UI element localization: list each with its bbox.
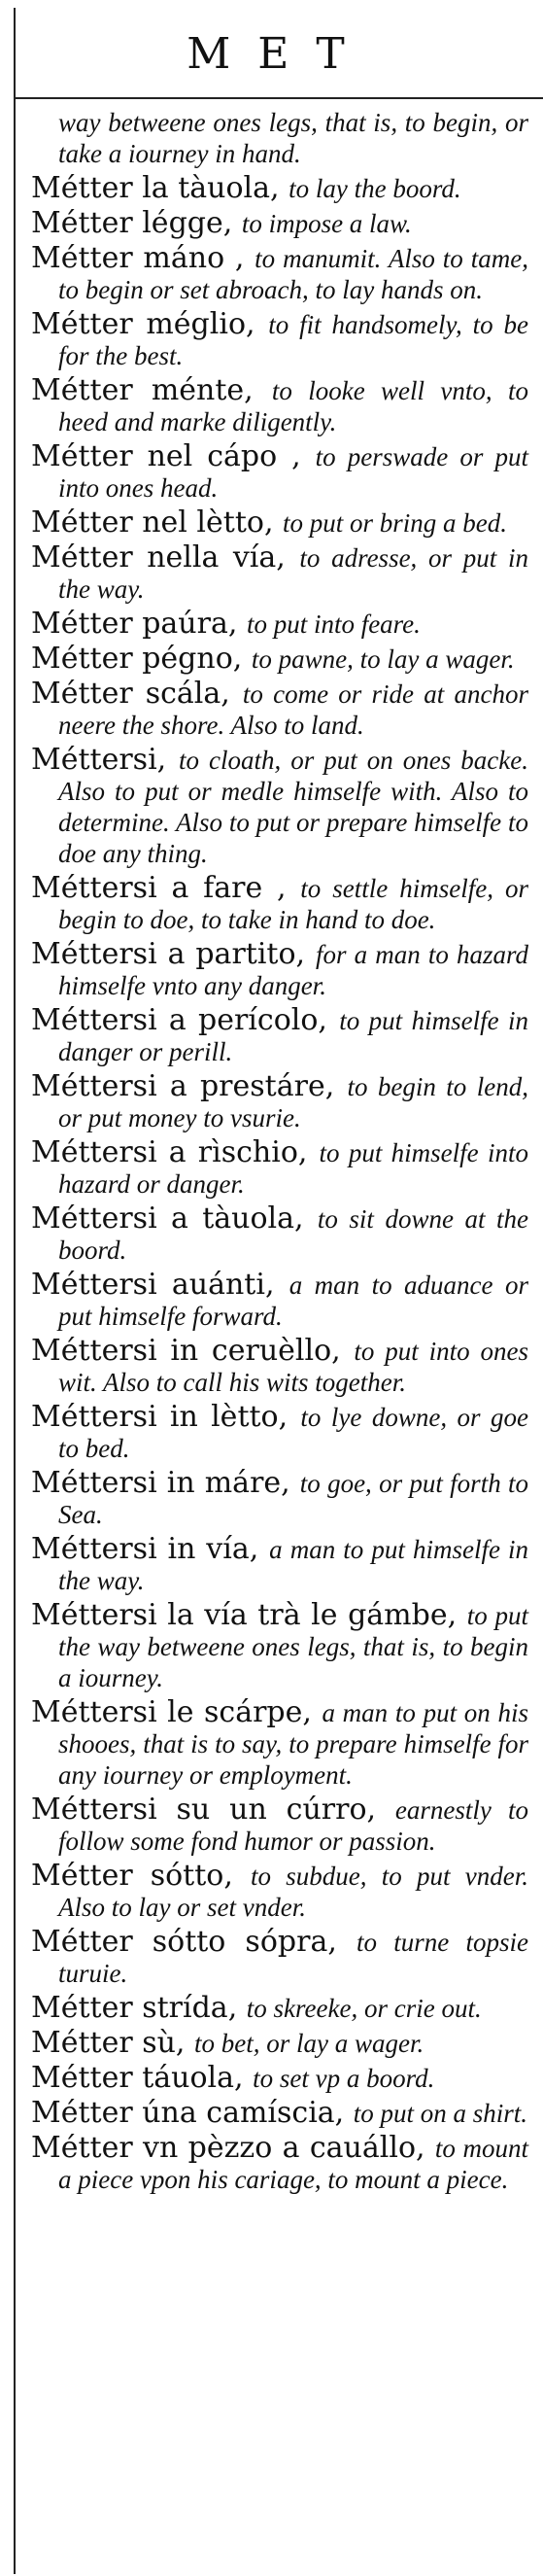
- entry-headword: Méttersi a prestáre,: [31, 1069, 335, 1103]
- dictionary-entry: [31, 173, 528, 204]
- entry-headword: Méttersi a rìschio,: [31, 1135, 308, 1169]
- entry-headword: Métter méglio,: [31, 307, 255, 341]
- entry-definition: to put into feare.: [246, 609, 421, 639]
- dictionary-entry: [31, 745, 528, 869]
- entry-definition: to cloath, or put on ones backe. Also to put or medle himselfe with. Also to determine. Also to put or prepare himselfe to doe any thing.: [58, 746, 528, 868]
- dictionary-entry: [31, 441, 528, 504]
- dictionary-entry: [31, 1402, 528, 1464]
- entry-headword: Métter nel cápo ,: [31, 439, 301, 473]
- dictionary-entry: [31, 1336, 528, 1398]
- entry-definition: to perswade or put into ones head.: [58, 442, 528, 503]
- entry-definition: to put on a shirt.: [353, 2099, 528, 2128]
- dictionary-entry: [31, 1794, 528, 1857]
- dictionary-entry: [31, 1203, 528, 1266]
- entry-definition: to put into ones wit. Also to call his wits together.: [58, 1337, 528, 1397]
- entry-headword: Métter nella vía,: [31, 540, 286, 574]
- entry-headword: Méttersi a perícolo,: [31, 1003, 327, 1037]
- dictionary-entry: [31, 309, 528, 371]
- entry-headword: Métter strída,: [31, 1991, 238, 2025]
- entry-headword: Méttersi su un cúrro,: [31, 1793, 377, 1827]
- entry-definition: for a man to hazard himselfe vnto any danger.: [58, 940, 528, 1000]
- dictionary-entry: [31, 1534, 528, 1596]
- entry-headword: Méttersi a fare ,: [31, 871, 287, 905]
- entry-definition: to fit handsomely, to be for the best.: [58, 310, 528, 370]
- dictionary-entry: [31, 1697, 528, 1791]
- entry-definition: to put or bring a bed.: [283, 508, 508, 538]
- entry-definition: to manumit. Also to tame, to begin or set abroach, to lay hands on.: [58, 244, 528, 304]
- dictionary-entry: [31, 507, 528, 539]
- dictionary-entry: [31, 2028, 528, 2059]
- page-header: [16, 0, 543, 97]
- entry-definition: to mount a piece vpon his cariage, to mount a piece.: [58, 2134, 528, 2194]
- entry-headword: Méttersi,: [31, 743, 167, 777]
- running-head: MET: [187, 29, 372, 79]
- entry-headword: Métter pégno,: [31, 642, 243, 676]
- entry-headword: Métter táuola,: [31, 2061, 244, 2095]
- entry-headword: Métter sótto,: [31, 1859, 233, 1893]
- entry-headword: Métter máno ,: [31, 241, 245, 275]
- entry-definition: to looke well vnto, to heed and marke diligently.: [58, 376, 528, 436]
- entry-definition: a man to aduance or put himselfe forward.: [58, 1271, 528, 1331]
- dictionary-entry: [31, 1927, 528, 1989]
- entry-definition: to turne topsie turuie.: [58, 1928, 528, 1988]
- dictionary-entry: [31, 1468, 528, 1530]
- entry-definition: to begin to lend, or put money to vsurie.: [58, 1072, 528, 1132]
- entry-definition: earnestly to follow some fond humor or passion.: [58, 1795, 528, 1856]
- entry-list: [31, 107, 528, 2199]
- entry-definition: a man to put himselfe in the way.: [58, 1535, 529, 1595]
- dictionary-entry: [31, 1993, 528, 2024]
- left-border-rule: [14, 8, 16, 2574]
- entry-definition: to lay the boord.: [288, 174, 461, 203]
- entry-definition: to put himselfe into hazard or danger.: [58, 1138, 528, 1199]
- entry-headword: Métter légge,: [31, 206, 233, 240]
- dictionary-entry: [31, 1600, 528, 1693]
- dictionary-entry: [31, 375, 528, 437]
- continued-definition: way betweene ones legs, that is, to begin, or take a iourney in hand.: [58, 108, 528, 168]
- entry-definition: to lye downe, or goe to bed.: [58, 1403, 528, 1463]
- dictionary-entry: [31, 2133, 528, 2195]
- dictionary-entry: [31, 1071, 528, 1133]
- entry-definition: to put the way betweene ones legs, that is, to begin a iourney.: [58, 1601, 528, 1692]
- entry-definition: to sit downe at the boord.: [58, 1204, 529, 1265]
- entry-definition: a man to put on his shooes, that is to say, to prepare himselfe for any iourney or employment.: [58, 1698, 528, 1790]
- entry-headword: Méttersi in vía,: [31, 1532, 259, 1566]
- entry-headword: Méttersi in máre,: [31, 1466, 290, 1500]
- entry-headword: Métter sù,: [31, 2026, 186, 2060]
- entry-definition: to impose a law.: [241, 209, 412, 238]
- entry-headword: Métter sótto sópra,: [31, 1925, 337, 1959]
- dictionary-entry: [31, 1137, 528, 1200]
- dictionary-entry: [31, 1005, 528, 1067]
- entry-definition: to bet, or lay a wager.: [194, 2029, 424, 2058]
- entry-headword: Méttersi in ceruèllo,: [31, 1334, 341, 1368]
- dictionary-entry: [31, 542, 528, 605]
- entry-headword: Métter paúra,: [31, 607, 238, 641]
- dictionary-entry: [31, 1861, 528, 1923]
- dictionary-entry: [31, 679, 528, 741]
- dictionary-entry: [31, 644, 528, 675]
- entry-headword: Métter úna camíscia,: [31, 2096, 345, 2130]
- entry-definition: to adresse, or put in the way.: [58, 543, 528, 604]
- entry-definition: to pawne, to lay a wager.: [251, 644, 515, 674]
- entry-headword: Méttersi a tàuola,: [31, 1201, 304, 1236]
- dictionary-entry: [31, 2098, 528, 2129]
- entry-headword: Méttersi le scárpe,: [31, 1695, 312, 1729]
- dictionary-entry: [31, 1270, 528, 1332]
- entry-headword: Métter scála,: [31, 677, 230, 711]
- entry-definition: to skreeke, or crie out.: [246, 1994, 482, 2023]
- header-rule: [14, 97, 543, 99]
- dictionary-entry: [31, 939, 528, 1001]
- dictionary-entry: [31, 243, 528, 305]
- entry-definition: to goe, or put forth to Sea.: [58, 1469, 528, 1529]
- entry-headword: Métter nel lètto,: [31, 505, 274, 540]
- entry-definition: to put himselfe in danger or perill.: [58, 1006, 529, 1066]
- entry-headword: Méttersi la vía trà le gámbe,: [31, 1598, 458, 1632]
- entry-headword: Méttersi a partito,: [31, 937, 306, 971]
- entry-headword: Métter la tàuola,: [31, 171, 280, 205]
- dictionary-entry: [31, 2063, 528, 2094]
- entry-definition: to come or ride at anchor neere the shore. Also to land.: [58, 679, 528, 740]
- entry-headword: Métter ménte,: [31, 373, 254, 407]
- dictionary-entry: [31, 873, 528, 935]
- entry-definition: to set vp a boord.: [253, 2064, 435, 2093]
- entry-headword: Méttersi in lètto,: [31, 1400, 288, 1434]
- dictionary-entry: [31, 208, 528, 239]
- entry-headword: Métter vn pèzzo a cauállo,: [31, 2131, 425, 2165]
- dictionary-entry: [31, 609, 528, 640]
- entry-headword: Méttersi auánti,: [31, 1268, 275, 1302]
- entry-definition: to settle himselfe, or begin to doe, to take in hand to doe.: [58, 874, 528, 934]
- entry-definition: to subdue, to put vnder. Also to lay or set vnder.: [58, 1862, 528, 1922]
